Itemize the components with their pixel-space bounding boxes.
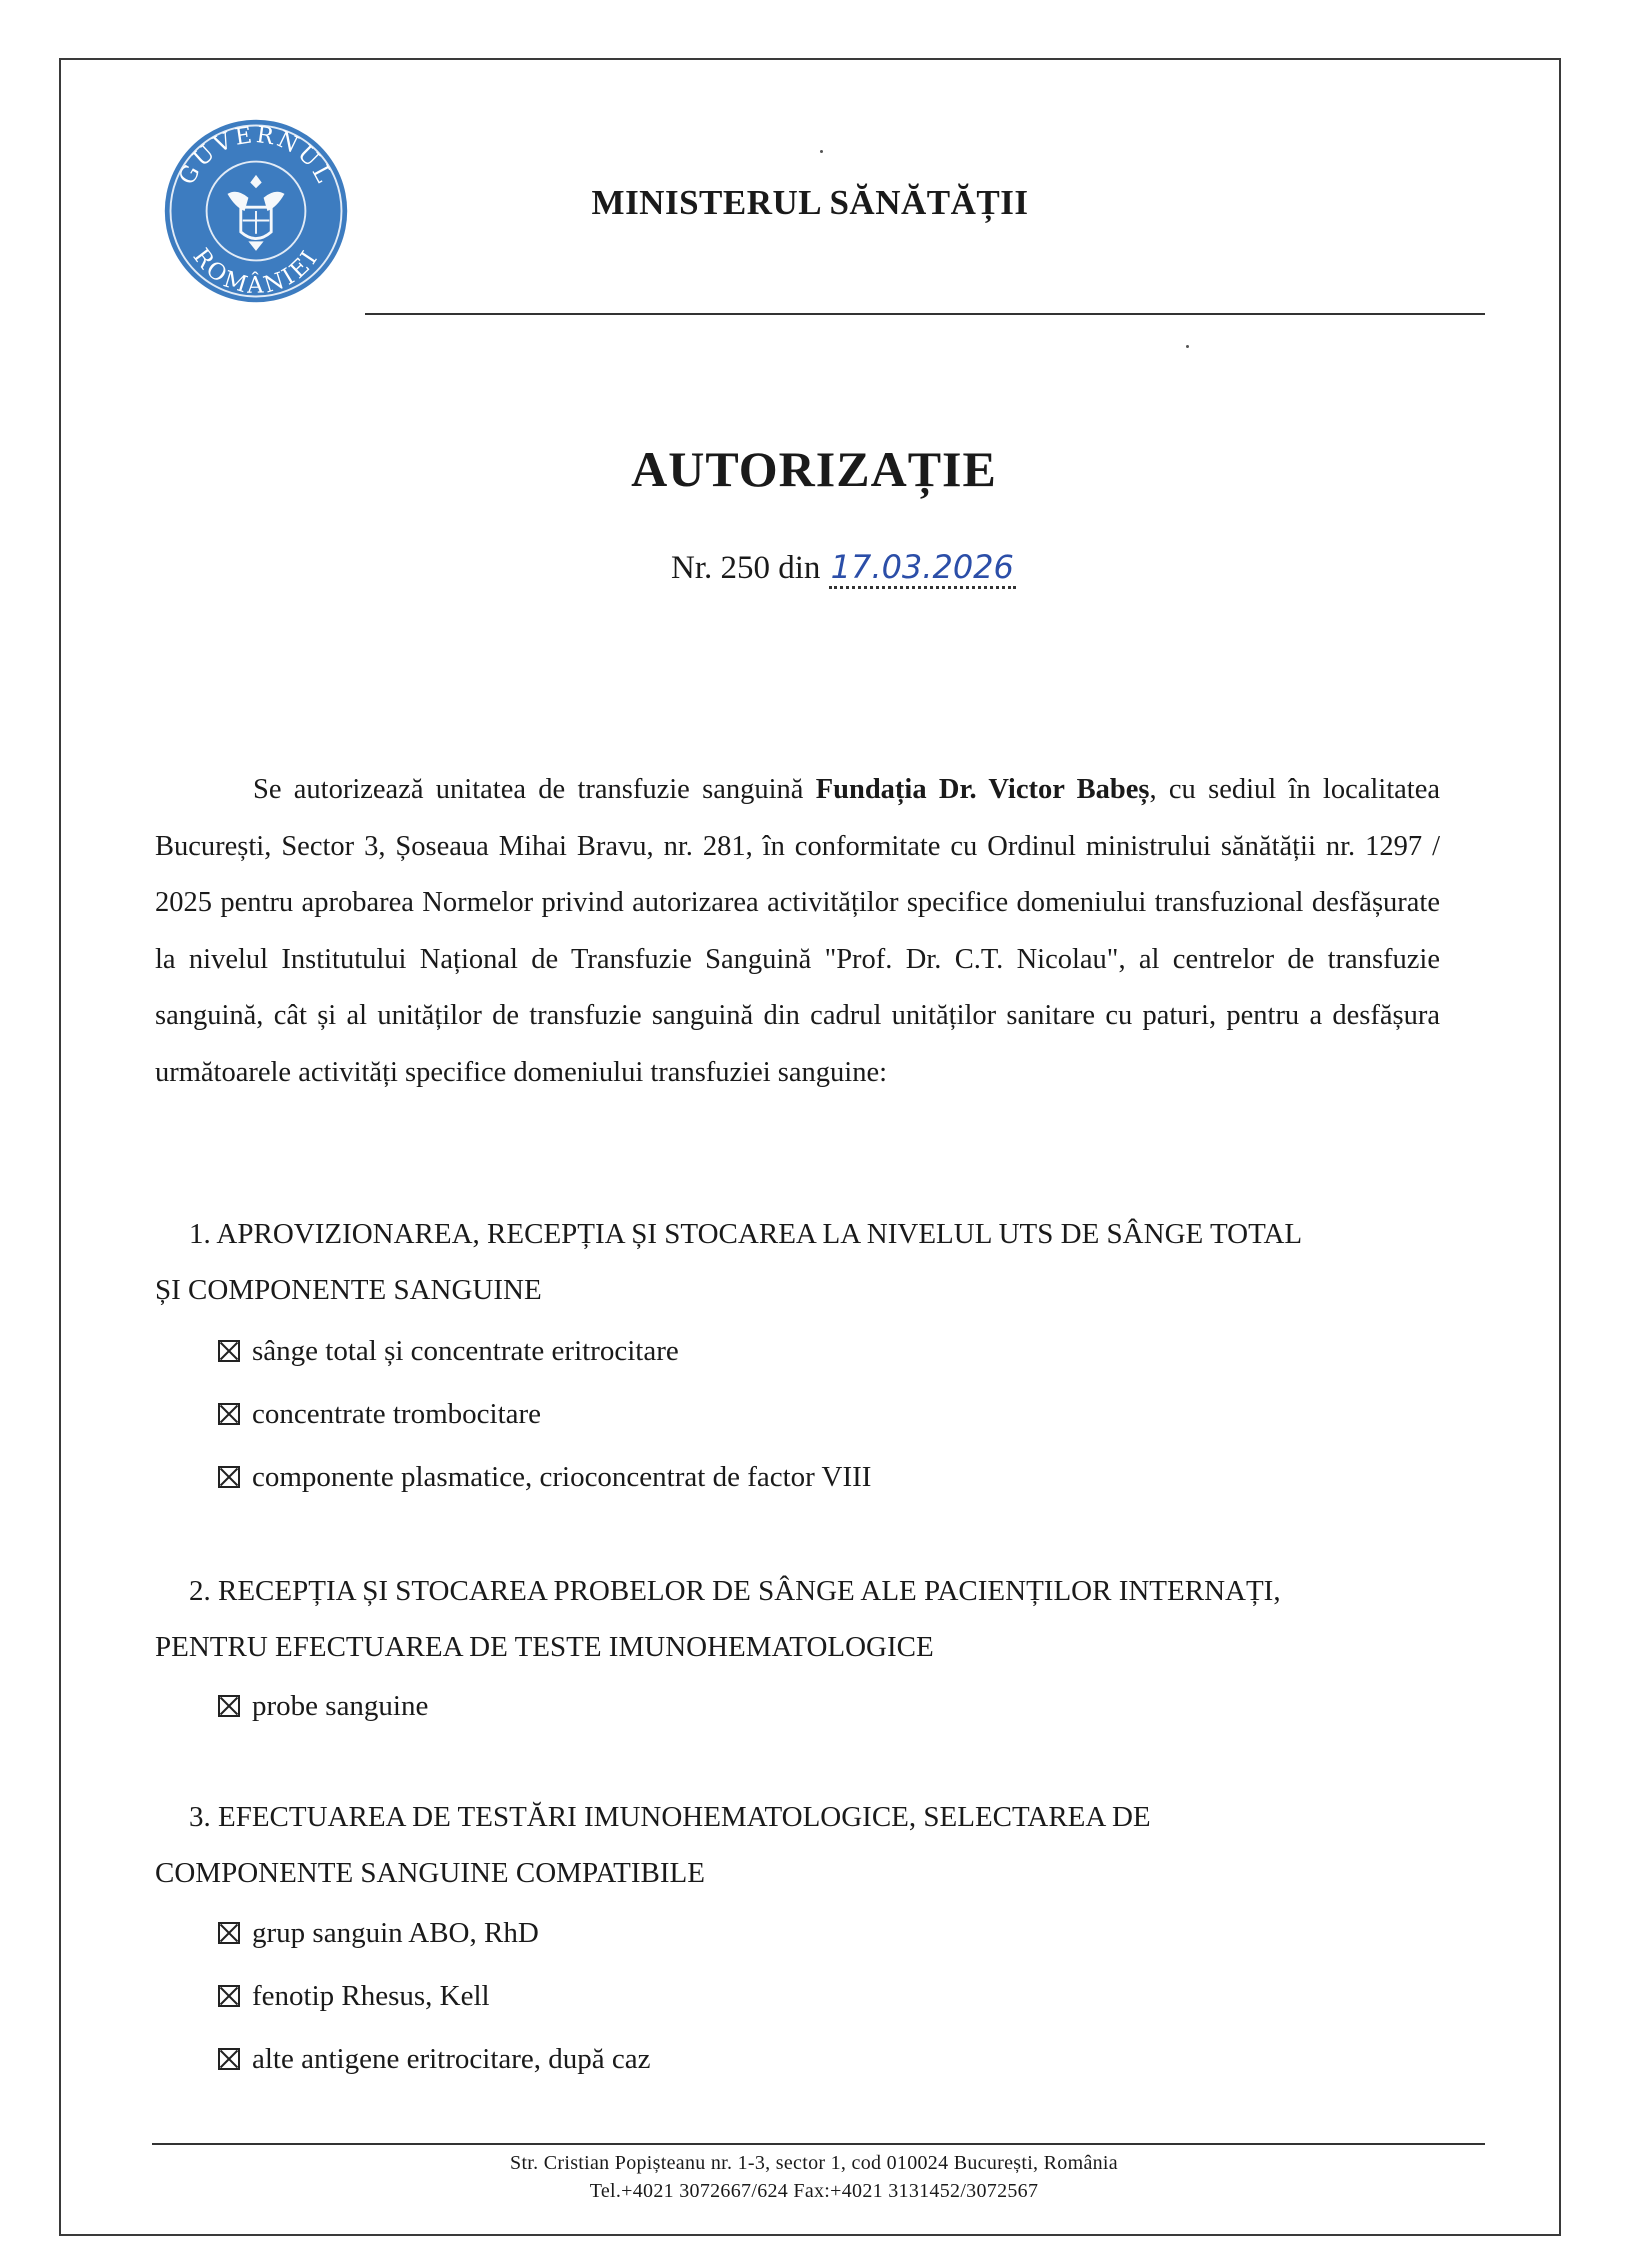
checklist-item-label: concentrate trombocitare xyxy=(252,1398,542,1430)
intro-text-2: , cu sediul în localitatea București, Sector 3, Șoseaua Mihai Bravu, nr. 281, în conformitate cu Ordinul ministrului sănătății nr. 1297 / 2025 pentru aprobarea Normelor privind autorizarea activităților specifice domeniului transfuzional desfășurate la nivelul Institutului Național de Transfuzie Sanguină "Prof. Dr. C.T. Nicolau", al centrelor de transfuzie sanguină, cât și al unităților de transfuzie sanguină din cadrul unităților sanitare cu paturi, pentru a desfășura următoarele activități specifice domeniului transfuziei sanguine: xyxy=(155,774,1441,1088)
checked-box-icon xyxy=(218,1985,240,2007)
seal-text-top: GUVERNUL xyxy=(173,122,339,190)
checked-box-icon xyxy=(218,1403,240,1425)
handwritten-date: 17.03.2026 xyxy=(829,548,1016,589)
header-divider xyxy=(365,313,1485,315)
section-heading-line: 2. RECEPȚIA ȘI STOCAREA PROBELOR DE SÂNGE ALE PACIENȚILOR INTERNAȚI, xyxy=(189,1575,1281,1607)
checklist-item-label: alte antigene eritrocitare, după caz xyxy=(252,2043,651,2075)
checklist-item xyxy=(218,1398,541,1431)
intro-text-1: Se autorizează unitatea de transfuzie sanguină xyxy=(253,774,816,805)
section-2-heading xyxy=(155,1563,1465,1675)
scan-speck xyxy=(1186,345,1189,348)
authorization-paragraph xyxy=(155,762,1440,1101)
footer-contact: Tel.+4021 3072667/624 Fax:+4021 3131452/3072567 xyxy=(589,2180,1039,2202)
scan-speck xyxy=(820,150,823,153)
section-heading-line: PENTRU EFECTUAREA DE TESTE IMUNOHEMATOLOGICE xyxy=(155,1631,934,1663)
page-border xyxy=(59,58,1561,2236)
section-3-heading xyxy=(155,1789,1465,1901)
section-1-heading xyxy=(155,1206,1465,1318)
checked-box-icon xyxy=(218,1695,240,1717)
number-prefix: Nr. 250 din xyxy=(671,550,829,586)
checklist-item xyxy=(218,1461,871,1494)
checked-box-icon xyxy=(218,1922,240,1944)
checked-box-icon xyxy=(218,1466,240,1488)
footer-address: Str. Cristian Popișteanu nr. 1-3, sector 1, cod 010024 București, România xyxy=(510,2152,1118,2174)
entity-name: Fundația Dr. Victor Babeș xyxy=(815,774,1150,805)
seal-text-bottom: ROMÂNIEI xyxy=(187,243,325,300)
section-heading-line: 3. EFECTUAREA DE TESTĂRI IMUNOHEMATOLOGICE, SELECTAREA DE xyxy=(189,1801,1151,1833)
checklist-item-label: sânge total și concentrate eritrocitare xyxy=(252,1335,679,1367)
checklist-item xyxy=(218,1335,679,1368)
checklist-item xyxy=(218,2043,651,2076)
government-seal-logo xyxy=(161,116,351,306)
section-heading-line: ȘI COMPONENTE SANGUINE xyxy=(155,1274,542,1306)
document-number xyxy=(671,548,1016,587)
checklist-item-label: probe sanguine xyxy=(252,1690,429,1722)
checklist-item xyxy=(218,1980,490,2013)
checked-box-icon xyxy=(218,2048,240,2070)
footer-divider xyxy=(152,2143,1485,2145)
checklist-item xyxy=(218,1917,539,1950)
checklist-item-label: grup sanguin ABO, RhD xyxy=(252,1917,539,1949)
document-title: AUTORIZAȚIE xyxy=(631,441,997,497)
section-heading-line: COMPONENTE SANGUINE COMPATIBILE xyxy=(155,1857,705,1889)
ministry-name: MINISTERUL SĂNĂTĂȚII xyxy=(591,183,1029,222)
checked-box-icon xyxy=(218,1340,240,1362)
checklist-item xyxy=(218,1690,428,1723)
checklist-item-label: componente plasmatice, crioconcentrat de factor VIII xyxy=(252,1461,872,1493)
section-heading-line: 1. APROVIZIONAREA, RECEPȚIA ȘI STOCAREA LA NIVELUL UTS DE SÂNGE TOTAL xyxy=(189,1218,1303,1250)
checklist-item-label: fenotip Rhesus, Kell xyxy=(252,1980,490,2012)
